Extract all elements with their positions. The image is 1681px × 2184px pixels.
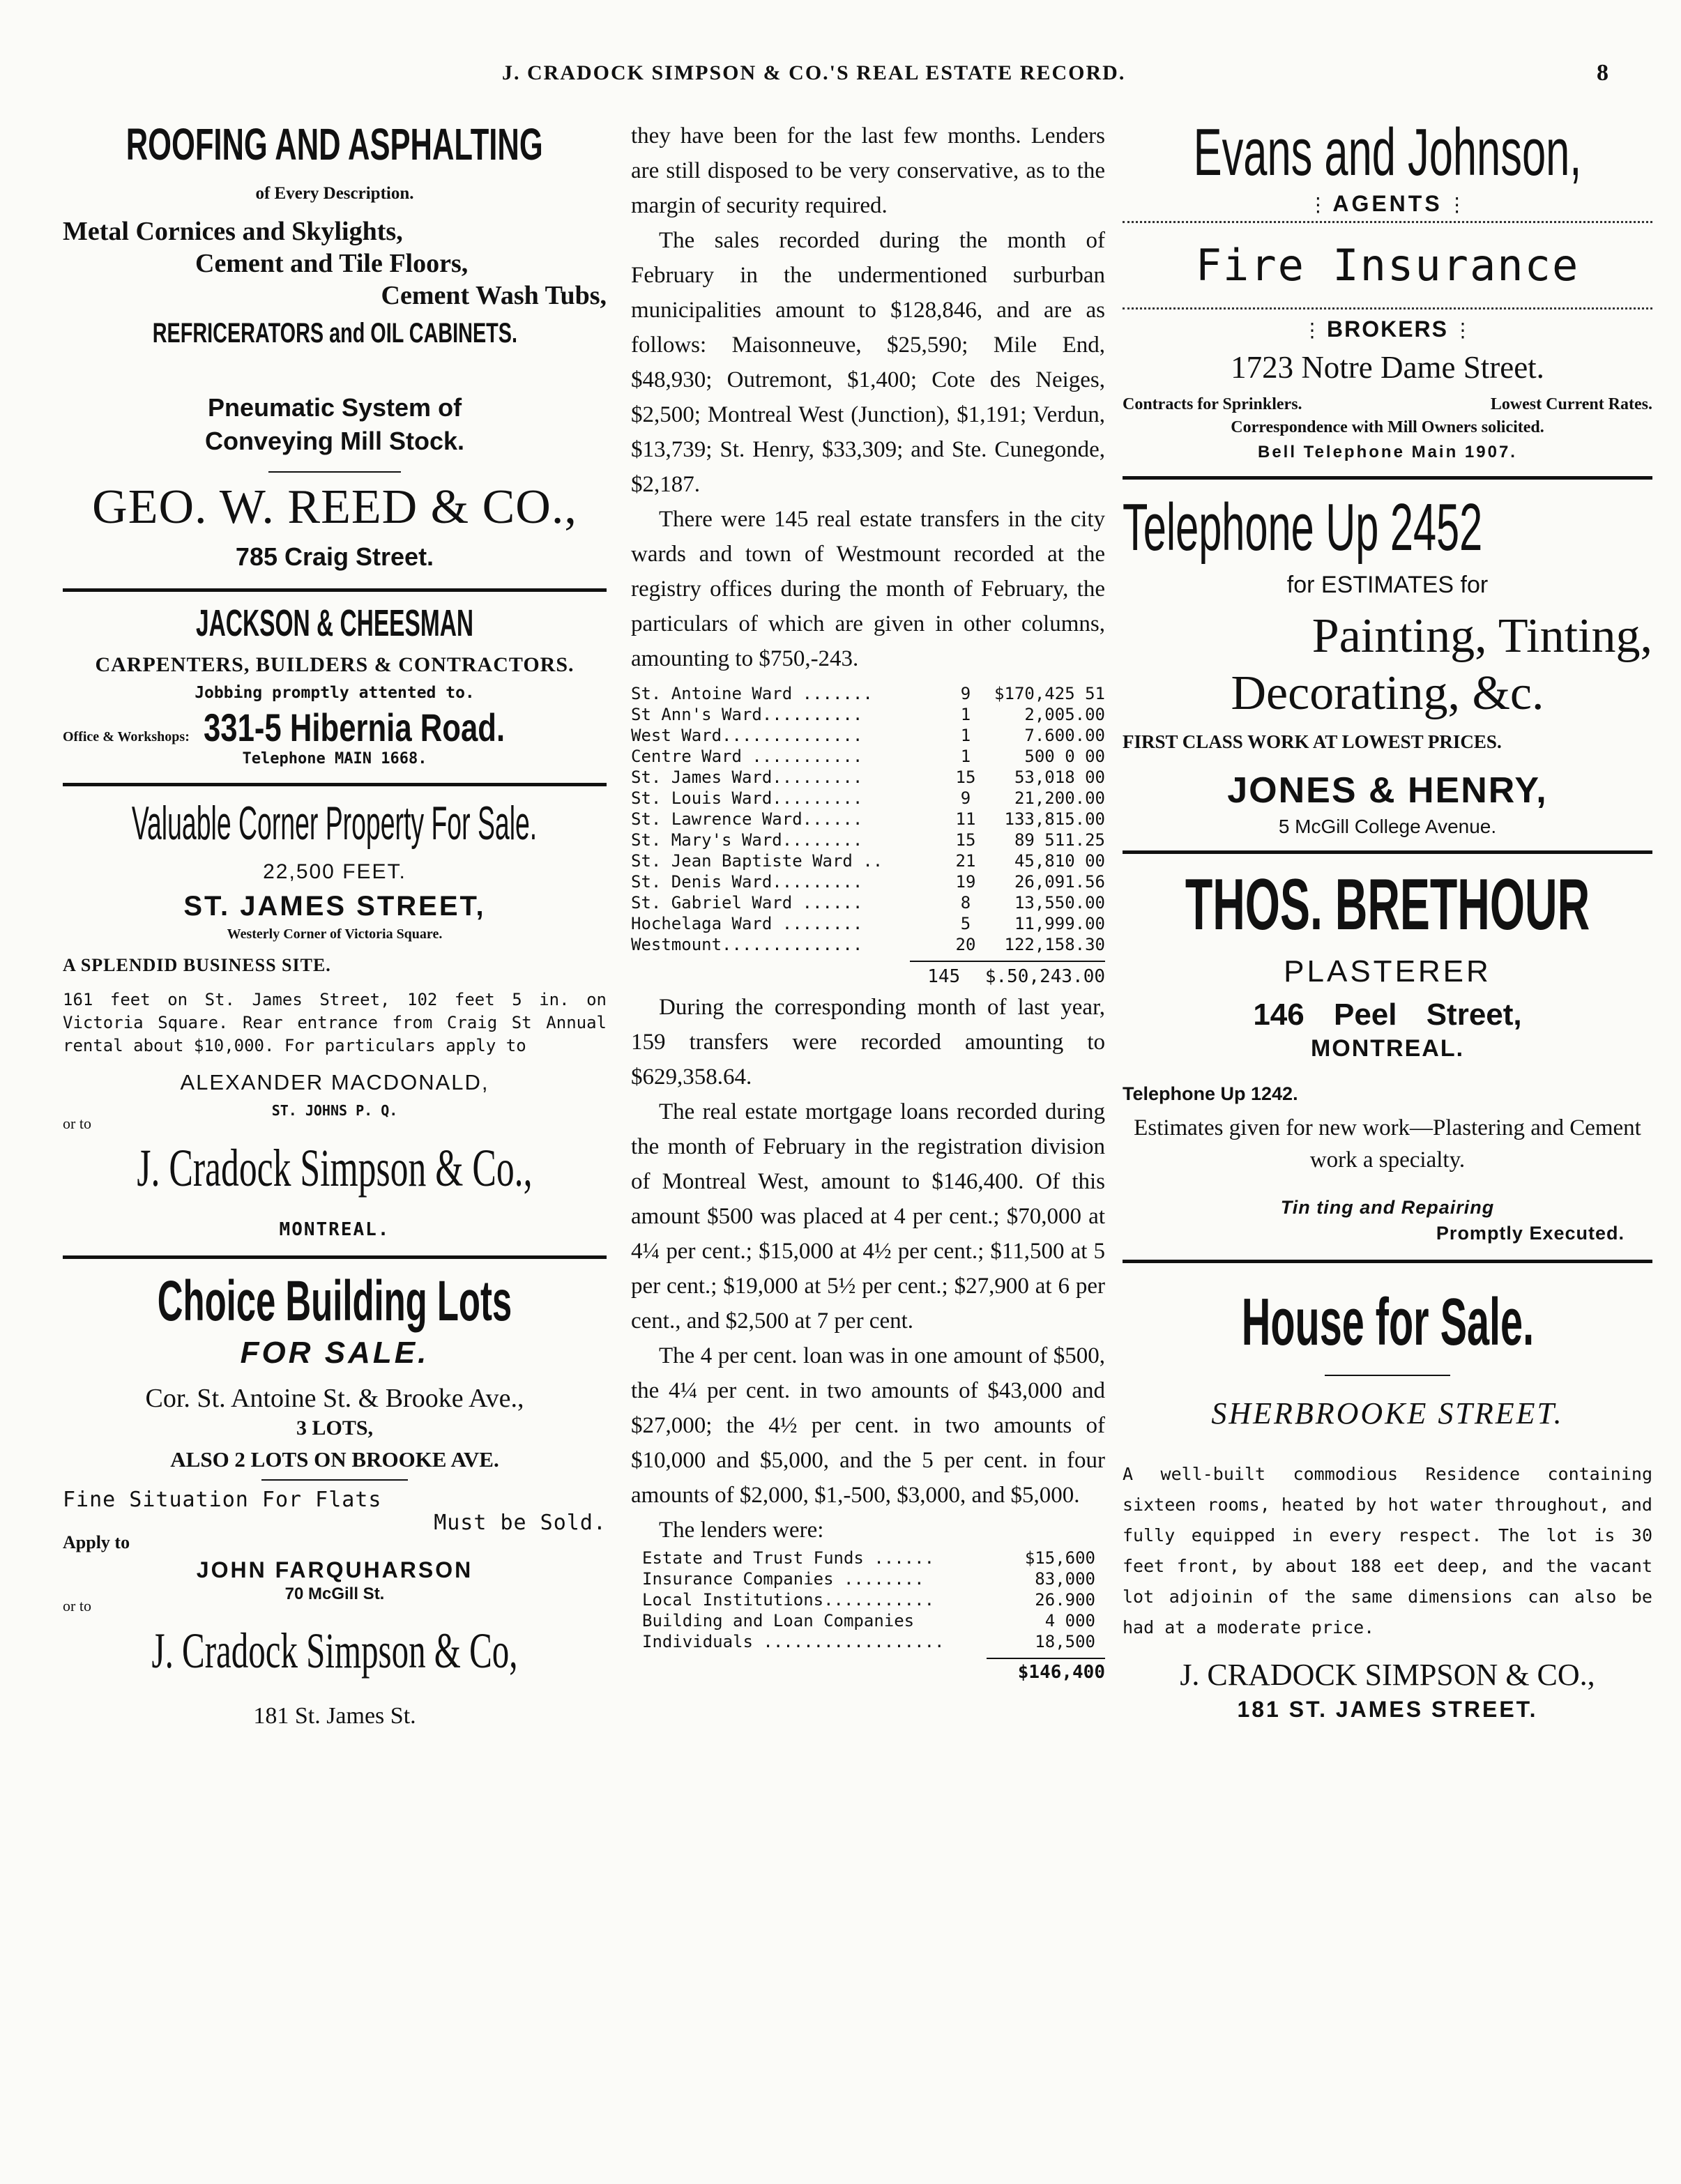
lender-row [642,1568,1095,1589]
roofing-line-3: Cement Wash Tubs, [381,281,607,310]
house-description: A well-built commodious Residence containing sixteen rooms, heated by hot water throughout, and fully equipped in every respect. The lot is 30 feet front, by about 188 eet deep, and the vacant lot adjoinin of the same dimensions can also be had at a moderate price. [1123,1464,1652,1637]
ward-count: 15 [955,768,976,787]
lenders-total: $146,400 [1017,1662,1105,1683]
lots-three: 3 LOTS, [296,1416,374,1440]
lender-value: 83,000 [1035,1569,1095,1589]
divider [1123,476,1652,480]
lots-title: Choice Building Lots [157,1269,512,1333]
jones-for-estimates: for ESTIMATES for [1286,572,1489,598]
roofing-title: ROOFING AND ASPHALTING [126,119,543,169]
lender-name: Local Institutions........... [642,1590,935,1610]
lots-firm-address: 181 St. James St. [253,1703,416,1729]
brethour-city: MONTREAL. [1310,1035,1465,1062]
ward-total-count: 145 [927,966,961,987]
ward-value: 11,999.00 [1014,914,1105,933]
lender-row [642,1631,1095,1652]
ward-value: 7.600.00 [1024,726,1105,745]
reed-address: 785 Craig Street. [235,542,434,571]
lots-fine: Fine Situation For Flats [63,1488,382,1512]
paragraph-3: There were 145 real estate transfers in the city wards and town of Westmount recorded at the registry offices during the month of February, the particulars of which are given in other columns, amounting to $750,-243. [631,507,1105,671]
ward-name: St. Louis Ward......... [631,788,863,808]
lender-row [642,1610,1095,1631]
jones-firm: JONES & HENRY, [1227,770,1548,811]
paragraph-5: The real estate mortgage loans recorded during the month of February in the registration division of Montreal West, amount to $146,400. Of this amount $500 was placed at 4 per cent.; $70,000 at 4¼ per cent.; $15,000 at 4½ per cent.; $11,500 at 5 per cent.; $19,000 at 5½ per cent.; $27,900 at 6 per cent., and $2,500 at 7 per cent. [631,1099,1105,1334]
jackson-ad [63,602,607,768]
jackson-trades: CARPENTERS, BUILDERS & CONTRACTORS. [95,653,575,676]
ward-value: 21,200.00 [1014,788,1105,808]
evans-name: Evans and Johnson, [1193,115,1582,190]
lenders-intro: The lenders were: [659,1518,824,1543]
ward-value: 122,158.30 [1004,935,1105,954]
ward-name: St. Antoine Ward ....... [631,684,873,703]
ward-total-row [631,966,1105,987]
lots-also: ALSO 2 LOTS ON BROOKE AVE. [170,1447,499,1472]
brethour-tinting: Tin ting and Repairing [1280,1197,1495,1218]
divider [268,471,401,473]
lenders-table [642,1548,1095,1652]
ward-name: St Ann's Ward.......... [631,705,863,724]
ward-name: Westmount.............. [631,935,863,954]
evans-contracts: Contracts for Sprinklers. [1123,395,1302,413]
total-rule [987,1658,1105,1659]
ward-row [631,683,1105,704]
evans-address: 1723 Notre Dame Street. [1231,350,1544,385]
lender-name: Building and Loan Companies [642,1611,915,1631]
lots-must: Must be Sold. [434,1511,607,1535]
house-firm: J. CRADOCK SIMPSON & CO., [1180,1658,1595,1692]
ward-count: 19 [955,872,976,892]
evans-rates: Lowest Current Rates. [1490,395,1652,413]
ward-count: 1 [960,726,971,745]
ward-row [631,788,1105,809]
running-title: J. CRADOCK SIMPSON & CO.'S REAL ESTATE RECORD. [502,61,1126,84]
ward-name: St. James Ward......... [631,768,863,787]
lots-apply: Apply to [63,1532,130,1552]
total-rule [910,961,1105,962]
corner-property-ad [63,796,607,1240]
ward-count: 9 [960,788,971,808]
ward-name: Hochelaga Ward ........ [631,914,863,933]
corner-feet: 22,500 FEET. [263,860,406,883]
corner-title: Valuable Corner Property For Sale. [132,797,538,850]
evans-fire: Fire Insurance [1195,240,1580,291]
corner-or: or to [63,1115,91,1132]
ward-value: 26,091.56 [1014,872,1105,892]
brethour-estimates: Estimates given for new work—Plastering and Cement work a specialty. [1134,1115,1641,1173]
divider [63,1255,607,1259]
corner-westerly: Westerly Corner of Victoria Square. [227,926,443,942]
lender-row [642,1548,1095,1568]
corner-firm: J. Cradock Simpson & Co., [137,1139,533,1198]
jones-painting: Painting, Tinting, [1311,609,1652,663]
evans-johnson-ad: Evans and Johnson, ⋮ AGENTS ⋮ Fire Insurance ⋮ BROKERS ⋮ 1723 Notre Dame Street. Contracts for Sprinklers. Lowest Current Rates. Correspondence with Mill Owners solicited. Bell Telephone Main 1907. [1123,115,1652,461]
ward-name: St. Denis Ward......... [631,872,863,892]
divider [261,1479,408,1481]
jones-first-class: FIRST CLASS WORK AT LOWEST PRICES. [1123,731,1502,752]
roofing-subtitle: of Every Description. [255,184,414,203]
lender-name: Estate and Trust Funds ...... [642,1548,935,1568]
divider [1123,1260,1652,1263]
building-lots-ad [63,1269,607,1729]
corner-po: ST. JOHNS P. Q. [271,1102,398,1119]
office-address: 331-5 Hibernia Road. [203,705,505,749]
left-column [63,119,607,1729]
brethour-trade: PLASTERER [1284,954,1491,988]
right-column [1123,115,1652,1723]
office-label: Office & Workshops: [63,729,190,744]
ward-value: 2,005.00 [1024,705,1105,724]
roofing-ad [63,119,607,572]
ward-transfers-table [631,683,1105,955]
lots-agent-address: 70 McGill St. [284,1584,385,1603]
ward-row [631,809,1105,830]
ward-name: St. Mary's Ward........ [631,830,863,850]
lots-firm: J. Cradock Simpson & Co, [151,1623,518,1679]
lender-value: $15,600 [1024,1548,1095,1568]
ward-row [631,746,1105,767]
reed-firm: GEO. W. REED & CO., [92,480,577,534]
brethour-address: 146 Peel Street, [1253,998,1522,1032]
ward-row [631,704,1105,725]
roofing-line-5: Pneumatic System of [207,393,462,422]
jones-telephone-up: Telephone Up 2452 [1123,490,1483,565]
ward-value: $170,425 51 [994,684,1105,703]
ward-value: 45,810 00 [1014,851,1105,871]
brethour-telephone: Telephone Up 1242. [1123,1083,1298,1104]
ward-name: West Ward.............. [631,726,863,745]
ward-value: 13,550.00 [1014,893,1105,912]
corner-description: 161 feet on St. James Street, 102 feet 5 in. on Victoria Square. Rear entrance from Craig St Annual rental about $10,000. For particulars apply to [63,990,607,1055]
lender-value: 4 000 [1044,1611,1095,1631]
roofing-line-6: Conveying Mill Stock. [204,427,465,455]
ward-count: 8 [960,893,971,912]
corner-agent: ALEXANDER MACDONALD, [180,1070,489,1094]
jones-decorating: Decorating, &c. [1231,666,1544,720]
paragraph-4: During the corresponding month of last year, 159 transfers were recorded amounting to $629,358.64. [631,995,1105,1090]
ward-row [631,830,1105,850]
jackson-telephone: Telephone MAIN 1668. [242,750,427,768]
house-title: House for Sale. [1241,1285,1534,1359]
ward-name: St. Jean Baptiste Ward .. [631,851,883,871]
jones-henry-ad [1123,489,1652,838]
ward-name: Centre Ward ........... [631,747,863,766]
center-column [631,119,1105,1683]
divider [1325,1375,1450,1376]
ward-count: 20 [955,935,976,954]
lender-row [642,1589,1095,1610]
page-header [0,61,1681,96]
corner-street: ST. JAMES STREET, [183,891,486,922]
jones-address: 5 McGill College Avenue. [1278,816,1497,837]
lots-agent: JOHN FARQUHARSON [196,1557,473,1582]
lots-corner: Cor. St. Antoine St. & Brooke Ave., [145,1384,524,1413]
ward-row [631,913,1105,934]
divider [1123,307,1652,310]
ward-value: 89 511.25 [1014,830,1105,850]
roofing-line-2: Cement and Tile Floors, [195,249,469,278]
ward-name: St. Gabriel Ward ...... [631,893,863,912]
ward-row [631,871,1105,892]
ward-count: 1 [960,705,971,724]
brethour-ad [1123,864,1652,1244]
corner-city: MONTREAL. [279,1219,390,1240]
ward-value: 133,815.00 [1004,809,1105,829]
ward-row [631,850,1105,871]
house-sale-ad [1123,1284,1652,1723]
roofing-line-4: REFRICERATORS and OIL CABINETS. [152,318,517,349]
page-number: 8 [1597,60,1608,86]
house-address: 181 ST. JAMES STREET. [1237,1697,1538,1722]
ward-value: 53,018 00 [1014,768,1105,787]
brethour-name: THOS. BRETHOUR [1185,864,1590,945]
jackson-name: JACKSON & CHEESMAN [195,602,474,644]
lender-name: Insurance Companies ........ [642,1569,925,1589]
divider [63,783,607,786]
ward-count: 11 [955,809,976,829]
lots-or: or to [63,1597,91,1614]
ward-value: 500 0 00 [1024,747,1105,766]
evans-agents: AGENTS [1332,191,1443,216]
roofing-line-1: Metal Cornices and Skylights, [63,217,403,246]
ward-total-value: $.50,243.00 [984,966,1105,987]
ward-count: 15 [955,830,976,850]
ward-row [631,892,1105,913]
ward-count: 9 [960,684,971,703]
lender-value: 26.900 [1035,1590,1095,1610]
paragraph-2: The sales recorded during the month of February in the undermentioned surburban municipalities amount to $128,846, and are as follows: Maisonneuve, $25,590; Mile End, $48,930; Outremont, $1,400; Cote des Neiges, $2,500; Montreal West (Junction), $1,191; Verdun, $13,739; St. Henry, $33,309; and Ste. Cunegonde, $2,187. [631,228,1105,497]
ward-count: 1 [960,747,971,766]
divider [63,588,607,592]
evans-correspondence: Correspondence with Mill Owners solicited. [1231,418,1544,436]
ward-row [631,767,1105,788]
evans-brokers: BROKERS [1326,316,1448,342]
ward-row [631,725,1105,746]
lender-name: Individuals .................. [642,1632,945,1651]
ward-count: 5 [960,914,971,933]
paragraph-1: they have been for the last few months. Lenders are still disposed to be very conservative, as to the margin of security required. [631,123,1105,218]
divider [1123,850,1652,854]
house-street: SHERBROOKE STREET. [1211,1396,1564,1430]
ward-name: St. Lawrence Ward...... [631,809,863,829]
lots-forsale: FOR SALE. [240,1336,429,1370]
ward-count: 21 [955,851,976,871]
paragraph-6: The 4 per cent. loan was in one amount of $500, the 4¼ per cent. in two amounts of $43,000 and $27,000; the 4½ per cent. in two amounts of $10,000 and $5,000, and the 5 per cent. in four amounts of $2,000, $1,-500, $3,000, and $5,000. [631,1343,1105,1508]
brethour-prompt: Promptly Executed. [1436,1223,1625,1244]
jackson-jobbing: Jobbing promptly attented to. [195,684,475,702]
ward-row [631,934,1105,955]
corner-splendid: A SPLENDID BUSINESS SITE. [63,955,331,975]
divider [1123,221,1652,223]
evans-telephone: Bell Telephone Main 1907. [1258,443,1517,461]
lender-value: 18,500 [1035,1632,1095,1651]
